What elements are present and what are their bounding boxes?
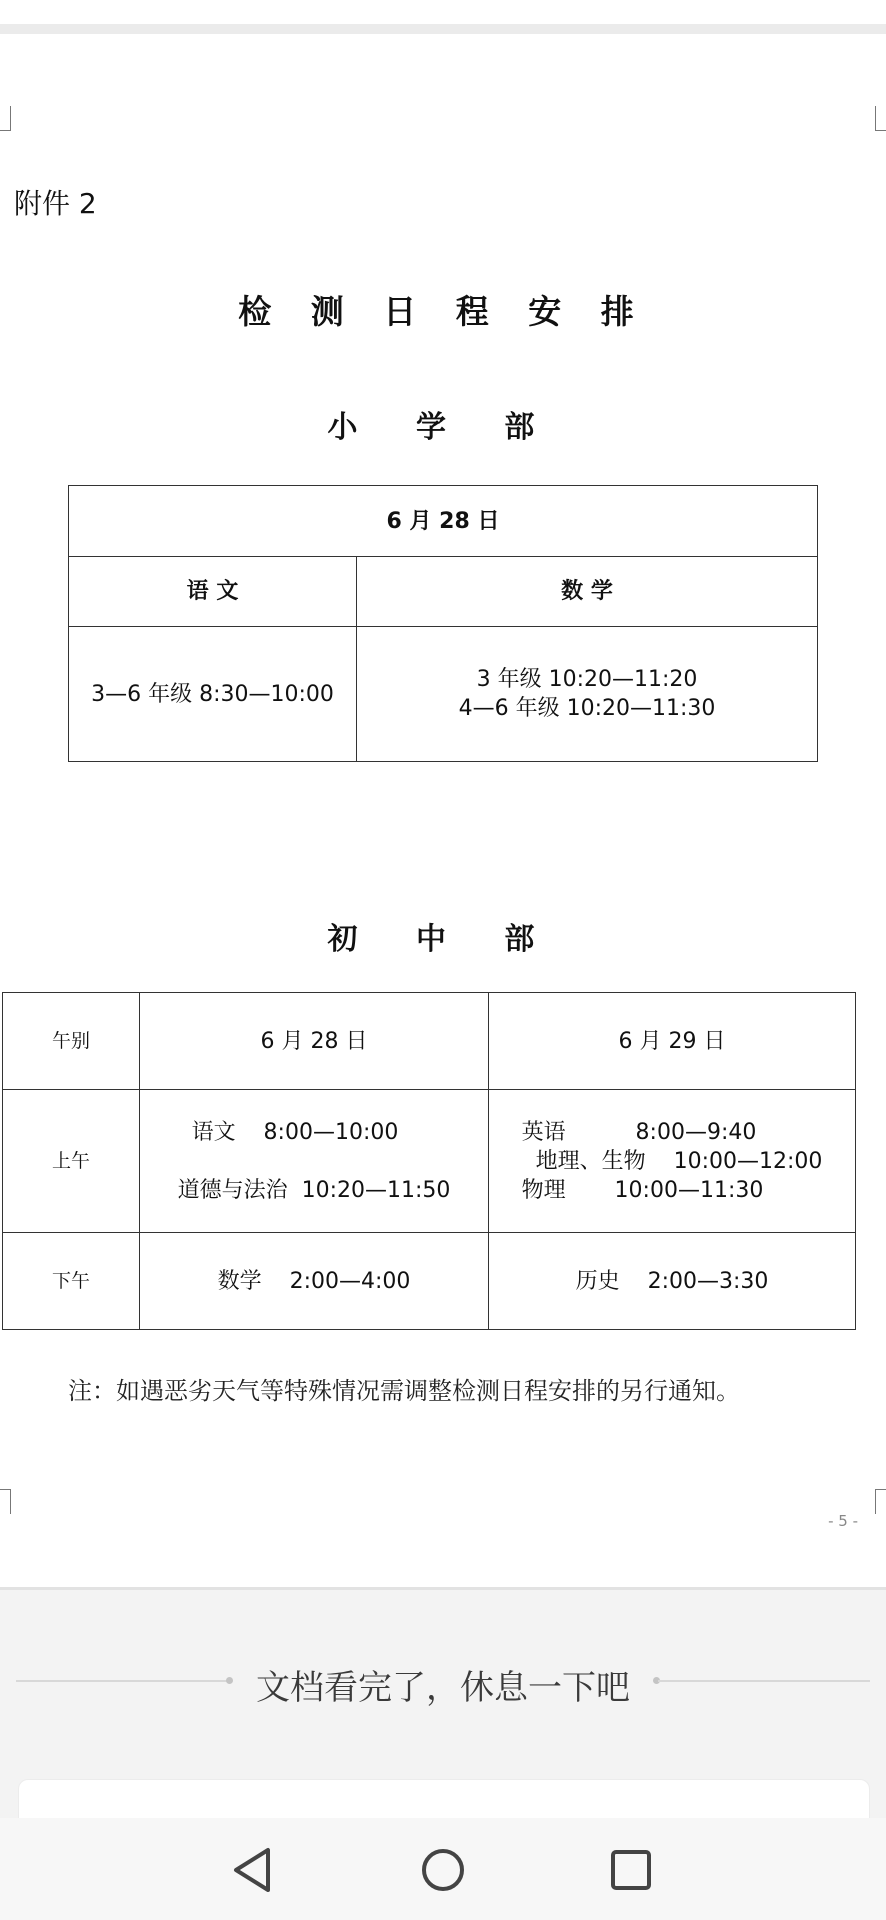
primary-school-table [68, 485, 818, 762]
primary-school-title: 小 学 部 [327, 410, 559, 445]
schedule-cell [140, 1090, 489, 1233]
top-strip-shadow [0, 24, 886, 34]
table-row [69, 486, 818, 557]
document-page[interactable] [0, 34, 886, 1590]
table-row [69, 627, 818, 762]
document-title: 检 测 日 程 安 排 [238, 292, 648, 331]
subject-header-cell: 数 学 [357, 557, 818, 627]
schedule-cell-text: 数学 2:00—4:00 [217, 1268, 411, 1294]
table-row [3, 993, 856, 1090]
home-circle-icon[interactable] [413, 1840, 473, 1900]
top-strip [0, 0, 886, 24]
page-corner-mark [0, 1489, 11, 1514]
page-number: - 5 - [828, 1512, 858, 1530]
page-corner-mark [875, 106, 886, 131]
schedule-cell-text: 语文 8:00—10:00 道德与法治 10:20—11:50 [177, 1119, 451, 1203]
back-triangle-icon[interactable] [224, 1840, 284, 1900]
schedule-cell [140, 1233, 489, 1330]
back-triangle-icon-svg [224, 1840, 284, 1900]
end-of-document-message: 文档看完了，休息一下吧 [256, 1668, 630, 1708]
table-row [69, 557, 818, 627]
table-row [3, 1233, 856, 1330]
subject-header-cell: 语 文 [69, 557, 357, 627]
page-corner-mark [0, 106, 11, 131]
table-row [3, 1090, 856, 1233]
recent-square-icon[interactable] [601, 1840, 661, 1900]
period-header-cell: 午别 [3, 993, 140, 1090]
attachment-label: 附件 2 [14, 187, 97, 220]
schedule-note: 注：如遇恶劣天气等特殊情况需调整检测日程安排的另行通知。 [68, 1377, 740, 1405]
period-cell: 上午 [3, 1090, 140, 1233]
middle-school-title: 初 中 部 [327, 922, 559, 957]
schedule-cell-text: 英语 8:00—9:40 地理、生物 10:00—12:00 物理 10:00—11:30 [521, 1119, 823, 1203]
schedule-cell: 3—6 年级 8:30—10:00 [69, 627, 357, 762]
home-circle-icon-svg [413, 1840, 473, 1900]
page-corner-mark [875, 1489, 886, 1514]
schedule-cell-text: 3 年级 10:20—11:20 4—6 年级 10:20—11:30 [458, 667, 716, 721]
date-header-cell: 6 月 28 日 [69, 486, 818, 557]
schedule-cell [357, 627, 818, 762]
period-cell: 下午 [3, 1233, 140, 1330]
system-navigation-bar [0, 1818, 886, 1920]
date-header-cell: 6 月 28 日 [140, 993, 489, 1090]
date-header-cell: 6 月 29 日 [489, 993, 856, 1090]
schedule-cell [489, 1090, 856, 1233]
recent-square-icon-svg [601, 1840, 661, 1900]
middle-school-table [2, 992, 856, 1330]
divider-line [658, 1680, 870, 1682]
schedule-cell-text: 历史 2:00—3:30 [575, 1268, 769, 1294]
schedule-cell [489, 1233, 856, 1330]
